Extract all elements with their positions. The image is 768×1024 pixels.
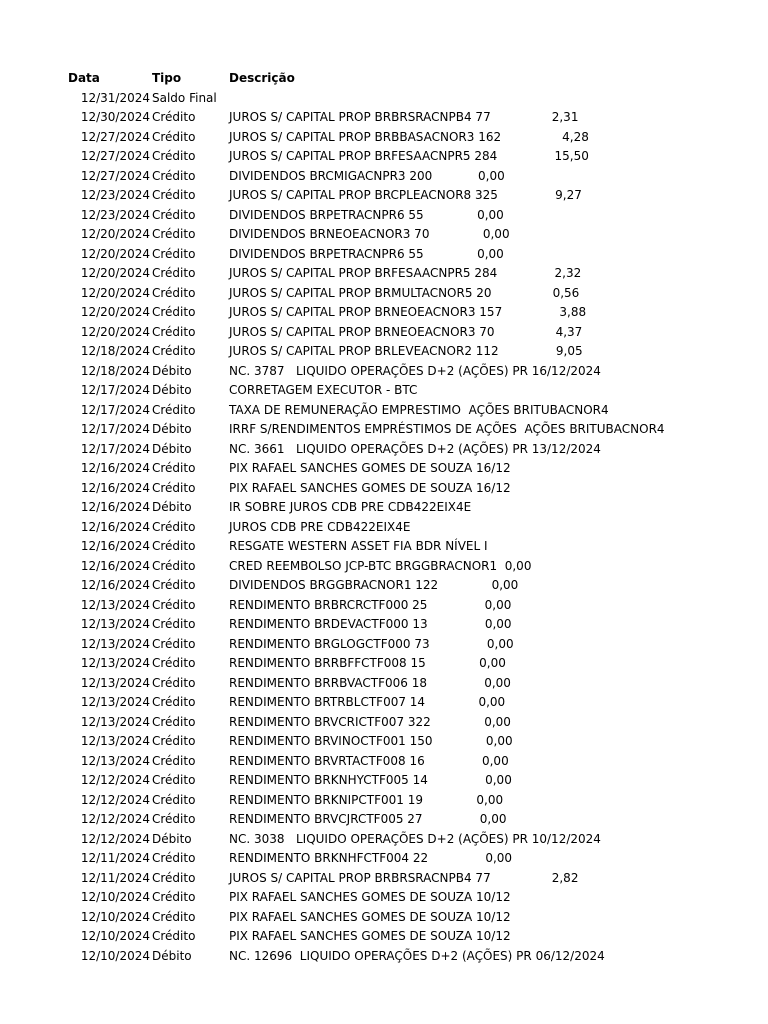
transaction-row (0, 147, 768, 167)
transaction-row (0, 537, 768, 557)
transaction-row (0, 927, 768, 947)
transaction-date: 12/10/2024 (80, 929, 150, 943)
transaction-row (0, 810, 768, 830)
transaction-description: JUROS S/ CAPITAL PROP BRFESAACNPR5 284 2,32 (229, 266, 582, 280)
transaction-description: RENDIMENTO BRGLOGCTF000 73 0,00 (229, 636, 514, 651)
transaction-row (0, 557, 768, 577)
transaction-type: Crédito (152, 266, 196, 280)
transaction-description: NC. 3787 LIQUIDO OPERAÇÕES D+2 (AÇÕES) PR 16/12/2024 (229, 363, 601, 378)
transaction-row (0, 635, 768, 655)
transactions-sheet (0, 69, 768, 966)
transaction-date: 12/27/2024 (80, 149, 150, 163)
transaction-description: JUROS S/ CAPITAL PROP BRNEOEACNOR3 70 4,37 (229, 324, 583, 339)
transaction-date: 12/16/2024 (80, 461, 150, 475)
transaction-row (0, 752, 768, 772)
transaction-date: 12/20/2024 (80, 305, 150, 319)
transaction-description: DIVIDENDOS BRCMIGACNPR3 200 0,00 (229, 168, 505, 183)
transaction-row (0, 596, 768, 616)
transaction-description: RENDIMENTO BRKNHFCTF004 22 0,00 (229, 851, 513, 865)
transaction-row (0, 888, 768, 908)
transaction-description: RENDIMENTO BRBRCRCTF000 25 0,00 (229, 597, 512, 612)
transaction-type: Crédito (152, 558, 196, 573)
transaction-type: Crédito (152, 773, 196, 787)
transaction-row (0, 362, 768, 382)
transaction-description: IRRF S/RENDIMENTOS EMPRÉSTIMOS DE AÇÕES AÇÕES BRITUBACNOR4 (229, 422, 665, 436)
transaction-date: 12/27/2024 (80, 168, 150, 183)
transaction-type: Débito (152, 422, 192, 436)
transaction-type: Crédito (152, 188, 196, 202)
transaction-date: 12/10/2024 (80, 948, 150, 963)
transaction-description: JUROS S/ CAPITAL PROP BRBBASACNOR3 162 4,28 (229, 129, 589, 144)
transaction-description: RENDIMENTO BRVCRICTF007 322 0,00 (229, 714, 511, 729)
transaction-type: Crédito (152, 519, 196, 534)
transaction-description: PIX RAFAEL SANCHES GOMES DE SOUZA 16/12 (229, 480, 511, 495)
transaction-description: NC. 3661 LIQUIDO OPERAÇÕES D+2 (AÇÕES) PR 13/12/2024 (229, 441, 601, 456)
transaction-date: 12/13/2024 (80, 656, 150, 670)
column-header-row (0, 69, 768, 89)
transaction-list (0, 89, 768, 967)
transaction-type: Crédito (152, 714, 196, 729)
transaction-type: Crédito (152, 870, 196, 885)
transaction-type: Crédito (152, 246, 196, 261)
transaction-description: TAXA DE REMUNERAÇÃO EMPRESTIMO AÇÕES BRITUBACNOR4 (229, 402, 609, 417)
transaction-description: PIX RAFAEL SANCHES GOMES DE SOUZA 10/12 (229, 929, 511, 943)
transaction-row (0, 420, 768, 440)
transaction-description: RENDIMENTO BRVINOCTF001 150 0,00 (229, 734, 513, 748)
transaction-date: 12/17/2024 (80, 422, 150, 436)
transaction-date: 12/18/2024 (80, 344, 150, 358)
transaction-date: 12/20/2024 (80, 266, 150, 280)
transaction-row (0, 342, 768, 362)
column-header-description: Descrição (229, 71, 295, 85)
transaction-row (0, 576, 768, 596)
transaction-row (0, 186, 768, 206)
transaction-row (0, 830, 768, 850)
transaction-row (0, 869, 768, 889)
transaction-type: Crédito (152, 695, 196, 709)
transaction-date: 12/20/2024 (80, 324, 150, 339)
transaction-date: 12/20/2024 (80, 285, 150, 300)
transaction-description: IR SOBRE JUROS CDB PRE CDB422EIX4E (229, 500, 472, 514)
transaction-description: NC. 12696 LIQUIDO OPERAÇÕES D+2 (AÇÕES) PR 06/12/2024 (229, 948, 605, 963)
transaction-date: 12/30/2024 (80, 110, 150, 124)
transaction-row (0, 245, 768, 265)
transaction-description: JUROS S/ CAPITAL PROP BRMULTACNOR5 20 0,56 (229, 285, 580, 300)
transaction-type: Crédito (152, 110, 196, 124)
transaction-type: Débito (152, 441, 192, 456)
transaction-description: RENDIMENTO BRRBVACTF006 18 0,00 (229, 675, 511, 690)
transaction-date: 12/20/2024 (80, 227, 150, 241)
transaction-row (0, 89, 768, 109)
transaction-row (0, 713, 768, 733)
transaction-date: 12/16/2024 (80, 500, 150, 514)
transaction-date: 12/12/2024 (80, 792, 150, 807)
transaction-type: Débito (152, 831, 192, 846)
transaction-row (0, 225, 768, 245)
transaction-row (0, 284, 768, 304)
transaction-description: JUROS CDB PRE CDB422EIX4E (229, 519, 411, 534)
transaction-date: 12/13/2024 (80, 617, 150, 631)
transaction-date: 12/12/2024 (80, 812, 150, 826)
transaction-type: Débito (152, 500, 192, 514)
transaction-type: Crédito (152, 129, 196, 144)
transaction-date: 12/16/2024 (80, 480, 150, 495)
transaction-date: 12/17/2024 (80, 441, 150, 456)
transaction-description: RENDIMENTO BRRBFFCTF008 15 0,00 (229, 656, 506, 670)
column-header-type: Tipo (152, 71, 182, 85)
transaction-type: Crédito (152, 734, 196, 748)
transaction-type: Crédito (152, 851, 196, 865)
transaction-description: JUROS S/ CAPITAL PROP BRBRSRACNPB4 77 2,82 (229, 870, 579, 885)
transaction-type: Crédito (152, 207, 196, 222)
transaction-type: Crédito (152, 929, 196, 943)
transaction-row (0, 498, 768, 518)
transaction-description: RENDIMENTO BRKNIPCTF001 19 0,00 (229, 792, 504, 807)
transaction-row (0, 479, 768, 499)
transaction-row (0, 654, 768, 674)
transaction-date: 12/12/2024 (80, 831, 150, 846)
transaction-type: Crédito (152, 402, 196, 417)
transaction-type: Crédito (152, 792, 196, 807)
transaction-date: 12/13/2024 (80, 734, 150, 748)
transaction-date: 12/13/2024 (80, 597, 150, 612)
transaction-date: 12/11/2024 (80, 851, 150, 865)
transaction-type: Crédito (152, 812, 196, 826)
transaction-description: RENDIMENTO BRVRTACTF008 16 0,00 (229, 753, 509, 768)
transaction-type: Crédito (152, 324, 196, 339)
transaction-date: 12/31/2024 (80, 90, 150, 105)
transaction-row (0, 128, 768, 148)
transaction-row (0, 908, 768, 928)
transaction-date: 12/10/2024 (80, 890, 150, 904)
transaction-description: NC. 3038 LIQUIDO OPERAÇÕES D+2 (AÇÕES) PR 10/12/2024 (229, 831, 601, 846)
transaction-type: Crédito (152, 578, 196, 592)
transaction-type: Crédito (152, 890, 196, 904)
transaction-date: 12/16/2024 (80, 539, 150, 553)
transaction-date: 12/16/2024 (80, 558, 150, 573)
transaction-date: 12/10/2024 (80, 909, 150, 924)
transaction-type: Crédito (152, 305, 196, 319)
transaction-description: DIVIDENDOS BRNEOEACNOR3 70 0,00 (229, 227, 510, 241)
transaction-date: 12/13/2024 (80, 753, 150, 768)
transaction-row (0, 303, 768, 323)
transaction-description: RENDIMENTO BRTRBLCTF007 14 0,00 (229, 695, 506, 709)
transaction-type: Débito (152, 383, 192, 397)
transaction-description: RENDIMENTO BRVCJRCTF005 27 0,00 (229, 812, 507, 826)
transaction-type: Crédito (152, 344, 196, 358)
transaction-date: 12/17/2024 (80, 402, 150, 417)
transaction-description: CORRETAGEM EXECUTOR - BTC (229, 383, 418, 397)
transaction-row (0, 401, 768, 421)
column-header-date: Data (68, 71, 100, 85)
transaction-type: Crédito (152, 636, 196, 651)
transaction-date: 12/12/2024 (80, 773, 150, 787)
transaction-date: 12/16/2024 (80, 578, 150, 592)
transaction-row (0, 791, 768, 811)
transaction-description: JUROS S/ CAPITAL PROP BRNEOEACNOR3 157 3,88 (229, 305, 587, 319)
transaction-row (0, 323, 768, 343)
transaction-type: Crédito (152, 461, 196, 475)
transaction-row (0, 167, 768, 187)
transaction-type: Débito (152, 948, 192, 963)
transaction-type: Crédito (152, 227, 196, 241)
transaction-description: JUROS S/ CAPITAL PROP BRLEVEACNOR2 112 9,05 (229, 344, 583, 358)
transaction-row (0, 849, 768, 869)
transaction-date: 12/16/2024 (80, 519, 150, 534)
transaction-type: Débito (152, 363, 192, 378)
transaction-row (0, 732, 768, 752)
transaction-date: 12/11/2024 (80, 870, 150, 885)
transaction-description: CRED REEMBOLSO JCP-BTC BRGGBRACNOR1 0,00 (229, 558, 532, 573)
transaction-type: Crédito (152, 149, 196, 163)
transaction-date: 12/23/2024 (80, 188, 150, 202)
transaction-row (0, 771, 768, 791)
transaction-type: Crédito (152, 909, 196, 924)
transaction-date: 12/20/2024 (80, 246, 150, 261)
transaction-row (0, 264, 768, 284)
transaction-date: 12/27/2024 (80, 129, 150, 144)
transaction-description: PIX RAFAEL SANCHES GOMES DE SOUZA 10/12 (229, 909, 511, 924)
transaction-row (0, 615, 768, 635)
transaction-date: 12/13/2024 (80, 636, 150, 651)
transaction-description: PIX RAFAEL SANCHES GOMES DE SOUZA 16/12 (229, 461, 511, 475)
transaction-description: RESGATE WESTERN ASSET FIA BDR NÍVEL I (229, 539, 488, 553)
transaction-row (0, 947, 768, 967)
transaction-description: DIVIDENDOS BRGGBRACNOR1 122 0,00 (229, 578, 519, 592)
transaction-date: 12/13/2024 (80, 714, 150, 729)
transaction-description: RENDIMENTO BRKNHYCTF005 14 0,00 (229, 773, 512, 787)
transaction-row (0, 518, 768, 538)
transaction-row (0, 440, 768, 460)
transaction-type: Crédito (152, 597, 196, 612)
transaction-row (0, 206, 768, 226)
transaction-type: Crédito (152, 656, 196, 670)
transaction-row (0, 693, 768, 713)
transaction-type: Crédito (152, 617, 196, 631)
transaction-row (0, 674, 768, 694)
transaction-type: Crédito (152, 168, 196, 183)
transaction-date: 12/23/2024 (80, 207, 150, 222)
transaction-description: PIX RAFAEL SANCHES GOMES DE SOUZA 10/12 (229, 890, 511, 904)
transaction-type: Crédito (152, 480, 196, 495)
transaction-description: DIVIDENDOS BRPETRACNPR6 55 0,00 (229, 207, 504, 222)
transaction-date: 12/13/2024 (80, 695, 150, 709)
transaction-date: 12/17/2024 (80, 383, 150, 397)
transaction-row (0, 459, 768, 479)
transaction-date: 12/18/2024 (80, 363, 150, 378)
transaction-description: RENDIMENTO BRDEVACTF000 13 0,00 (229, 617, 512, 631)
transaction-type: Crédito (152, 753, 196, 768)
transaction-date: 12/13/2024 (80, 675, 150, 690)
transaction-description: JUROS S/ CAPITAL PROP BRCPLEACNOR8 325 9,27 (229, 188, 582, 202)
transaction-description: JUROS S/ CAPITAL PROP BRBRSRACNPB4 77 2,31 (229, 110, 579, 124)
transaction-type: Crédito (152, 675, 196, 690)
transaction-description: JUROS S/ CAPITAL PROP BRFESAACNPR5 284 15,50 (229, 149, 589, 163)
transaction-type: Crédito (152, 539, 196, 553)
transaction-description: DIVIDENDOS BRPETRACNPR6 55 0,00 (229, 246, 504, 261)
transaction-type: Crédito (152, 285, 196, 300)
transaction-row (0, 108, 768, 128)
transaction-type: Saldo Final (152, 90, 217, 105)
transaction-row (0, 381, 768, 401)
